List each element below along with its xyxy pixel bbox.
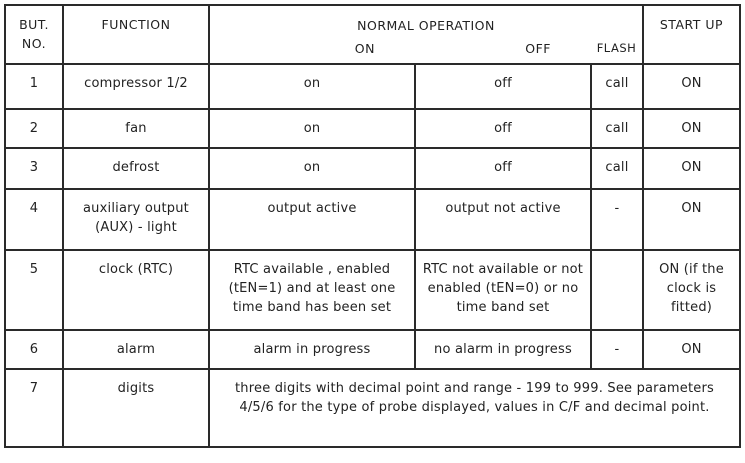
row-flash: call: [591, 64, 643, 109]
header-off: OFF: [415, 37, 591, 64]
row-function: alarm: [63, 330, 209, 369]
page: [4, 4, 741, 448]
row-startup: ON: [643, 189, 740, 250]
table-row: [5, 250, 740, 330]
row-number: 4: [5, 189, 63, 250]
row-number: 3: [5, 148, 63, 189]
table-row: [5, 330, 740, 369]
row-number: 7: [5, 369, 63, 447]
row-startup: ON: [643, 148, 740, 189]
row-on: on: [209, 64, 415, 109]
row-description: three digits with decimal point and range - 199 to 999. See parameters 4/5/6 for the type of probe displayed, values in C/F and decimal point.: [209, 369, 740, 447]
row-off: off: [415, 148, 591, 189]
row-startup: ON: [643, 330, 740, 369]
row-number: 6: [5, 330, 63, 369]
row-number: 5: [5, 250, 63, 330]
header-start-up: START UP: [643, 5, 740, 64]
row-function: digits: [63, 369, 209, 447]
header-function: FUNCTION: [63, 5, 209, 64]
row-on: RTC available , enabled (tEN=1) and at least one time band has been set: [209, 250, 415, 330]
row-on: on: [209, 148, 415, 189]
table-row: [5, 148, 740, 189]
header-on: ON: [209, 37, 415, 64]
row-function: fan: [63, 109, 209, 148]
row-off: RTC not available or not enabled (tEN=0) or no time band set: [415, 250, 591, 330]
row-flash: -: [591, 330, 643, 369]
table-row: [5, 369, 740, 447]
row-function: clock (RTC): [63, 250, 209, 330]
row-startup: ON: [643, 109, 740, 148]
row-startup: ON: [643, 64, 740, 109]
header-flash: FLASH: [591, 37, 643, 64]
row-startup: ON (if the clock is fitted): [643, 250, 740, 330]
row-function: auxiliary output (AUX) - light: [63, 189, 209, 250]
row-on: on: [209, 109, 415, 148]
row-flash: [591, 250, 643, 330]
header-but-no: BUT. NO.: [5, 5, 63, 64]
row-function: defrost: [63, 148, 209, 189]
row-on: alarm in progress: [209, 330, 415, 369]
table-row: [5, 189, 740, 250]
row-off: off: [415, 109, 591, 148]
row-off: no alarm in progress: [415, 330, 591, 369]
row-flash: call: [591, 109, 643, 148]
table-row: [5, 64, 740, 109]
row-off: off: [415, 64, 591, 109]
header-row: [5, 5, 740, 37]
table-row: [5, 109, 740, 148]
header-normal-operation: NORMAL OPERATION: [209, 5, 643, 37]
button-function-table: [4, 4, 741, 448]
row-flash: call: [591, 148, 643, 189]
row-off: output not active: [415, 189, 591, 250]
row-number: 1: [5, 64, 63, 109]
row-number: 2: [5, 109, 63, 148]
row-function: compressor 1/2: [63, 64, 209, 109]
row-flash: -: [591, 189, 643, 250]
row-on: output active: [209, 189, 415, 250]
